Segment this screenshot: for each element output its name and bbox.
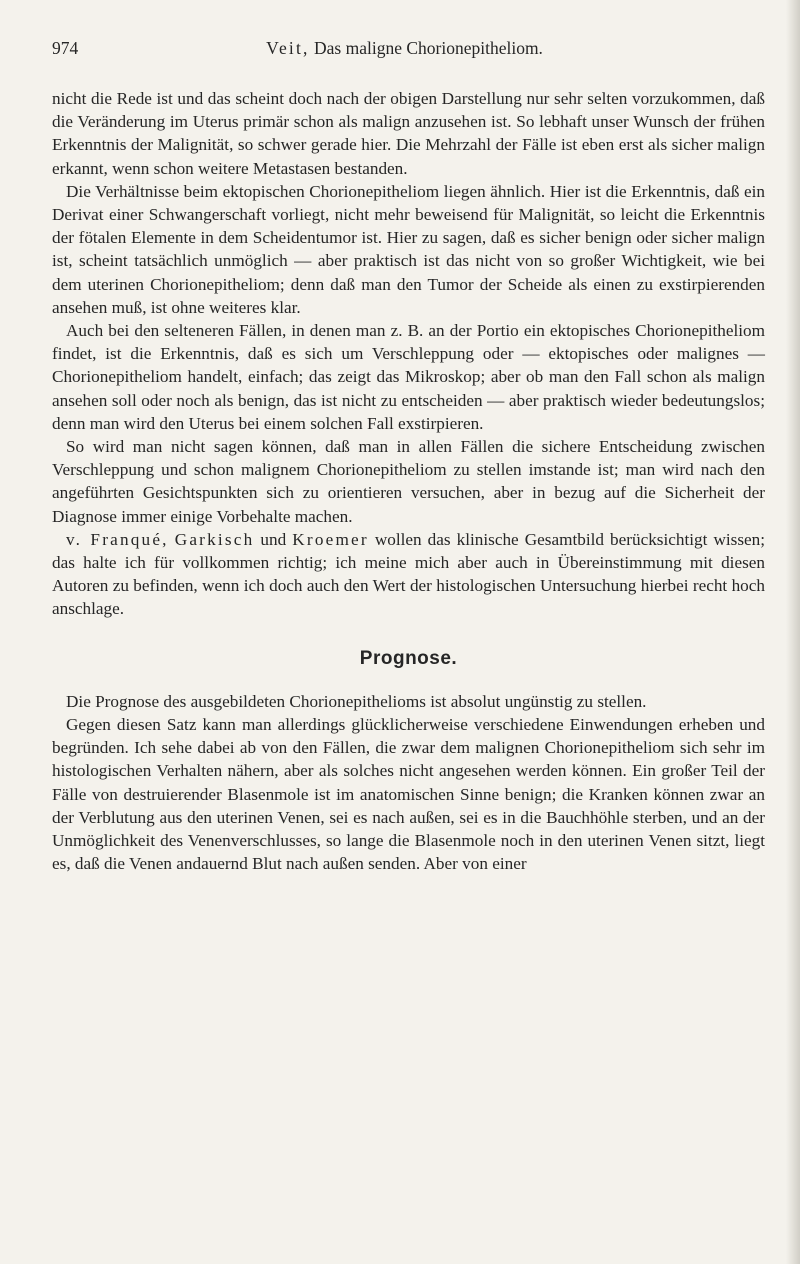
header-title bbox=[52, 38, 757, 59]
paragraph: So wird man nicht sagen können, daß man in allen Fällen die sichere Entscheidung zwischen Verschleppung und schon malignem Chorionepitheliom zu stellen imstande ist; man wird nach den angeführten Gesichtspunkten sich zu orientieren versuchen, aber in bezug auf die Sicherheit der Diagnose immer einige Vorbehalte machen. bbox=[52, 437, 765, 526]
page-number: 974 bbox=[52, 38, 79, 58]
paragraph bbox=[52, 528, 765, 621]
header-author: Veit, bbox=[266, 38, 310, 58]
conjunction: und bbox=[254, 529, 293, 549]
author-name: v. Franqué, bbox=[66, 529, 169, 549]
paragraph: Die Prognose des ausgebildeten Chorionepithelioms ist absolut ungünstig zu stellen. bbox=[66, 691, 647, 711]
paragraph: Die Verhältnisse beim ektopischen Chorionepitheliom liegen ähnlich. Hier ist die Erkenntnis, daß ein Derivat einer Schwangerschaft vorliegt, nicht mehr beweisend für Malignität, so leicht die Erkenntnis der fötalen Elemente in dem Scheidentumor ist. Hier zu sagen, daß es sicher benign oder sicher malign ist, scheint tatsächlich unmöglich — aber praktisch ist das nicht von so großer Wichtigkeit, wie bei dem uterinen Chorionepitheliom; denn daß man den Tumor der Scheide als einen zu exstirpierenden ansehen muß, ist ohne weiteres klar. bbox=[52, 181, 765, 317]
body-text bbox=[52, 87, 765, 876]
author-name: Garkisch bbox=[174, 529, 255, 549]
paragraph: Gegen diesen Satz kann man allerdings glücklicherweise verschiedene Einwendungen erheben und begründen. Ich sehe dabei ab von den Fällen, die zwar dem malignen Chorionepitheliom sich sehr im histologischen Verhalten nähern, aber als solches nicht angesehen werden können. Ein großer Teil der Fälle von destruierender Blasenmole ist im anatomischen Sinne benign; die Kranken können zwar an der Verblutung aus den uterinen Venen, sei es nach außen, sei es in die Bauchhöhle sterben, und an der Unmöglichkeit des Venenverschlusses, so lange die Blasenmole noch in den uterinen Venen sitzt, liegt es, daß die Venen andauernd Blut nach außen senden. Aber von einer bbox=[52, 715, 765, 874]
running-head bbox=[52, 38, 757, 64]
paragraph: Auch bei den selteneren Fällen, in denen man z. B. an der Portio ein ektopisches Chorionepitheliom findet, ist die Erkenntnis, daß es sich um Verschleppung oder — ektopisches oder malignes — Chorionepitheliom handelt, einfach; das zeigt das Mikroskop; aber ob man den Fall schon als malign ansehen soll oder noch als benign, das ist nicht zu entscheiden — aber praktisch wieder bedeutungslos; denn man wird den Uterus bei einem solchen Fall exstirpieren. bbox=[52, 321, 765, 433]
header-work-title: Das maligne Chorionepitheliom. bbox=[309, 38, 543, 58]
author-name: Kroemer bbox=[292, 529, 369, 549]
paragraph: nicht die Rede ist und das scheint doch nach der obigen Darstellung nur sehr selten vorzukommen, daß die Veränderung im Uterus primär schon als malign anzusehen ist. So lebhaft unser Wunsch der frühen Erkenntnis der Malignität, so schwer gerade hier. Die Mehrzahl der Fälle ist eben erst als sicher malign erkannt, wenn schon weitere Metastasen bestanden. bbox=[52, 89, 765, 178]
page-edge-shadow bbox=[786, 0, 800, 1264]
paragraph-text: wollen das klinische Gesamtbild berücksichtigt wissen; das halte ich für vollkommen richtig; ich meine mich aber auch in Übereinstimmung mit diesen Autoren zu befinden, wenn ich doch auch den Wert der histologischen Untersuchung hierbei recht hoch anschlage. bbox=[52, 529, 766, 619]
section-heading: Prognose. bbox=[359, 647, 458, 669]
